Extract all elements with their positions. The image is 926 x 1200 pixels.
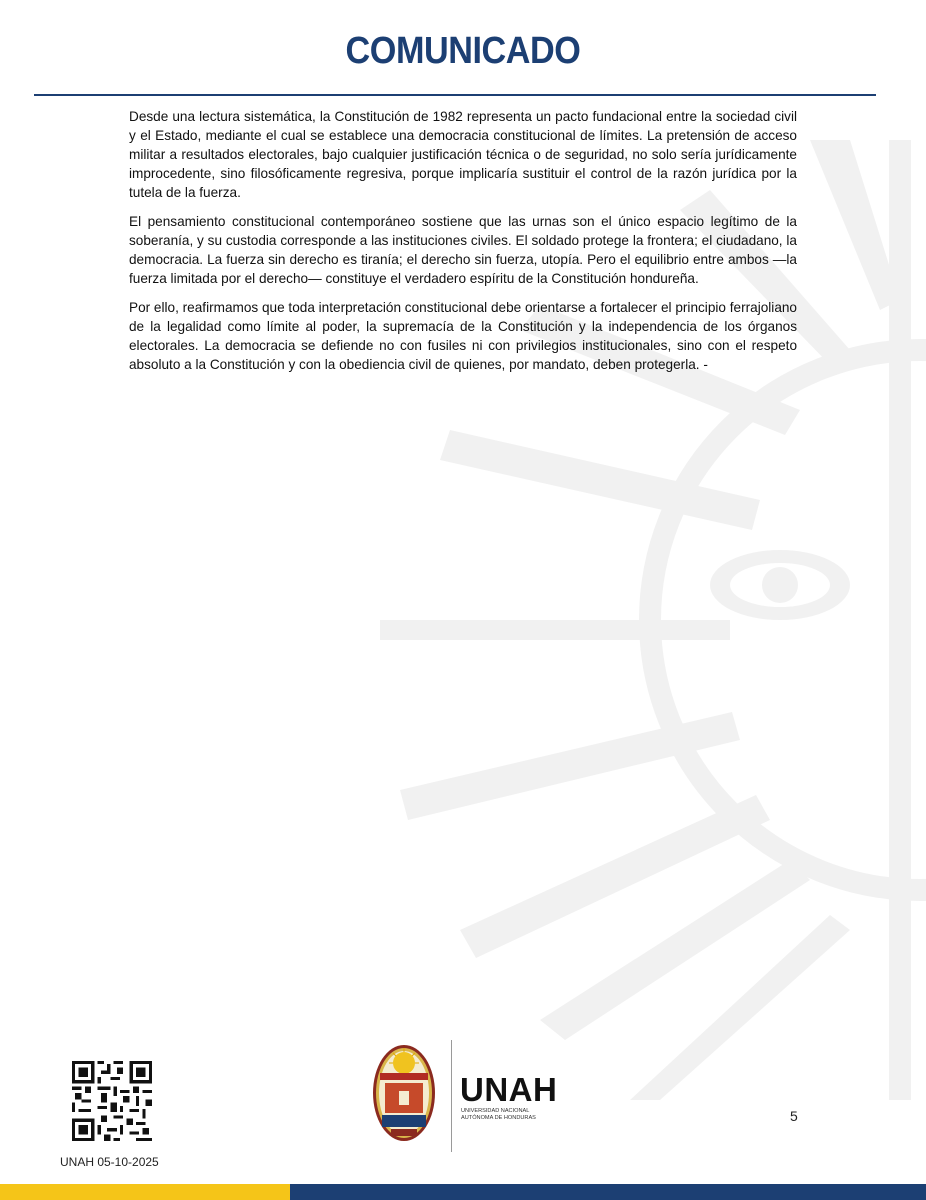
header-divider xyxy=(34,94,876,96)
paragraph-2: El pensamiento constitucional contemporáneo sostiene que las urnas son el único espacio legítimo de la soberanía, y su custodia corresponde a las instituciones civiles. El soldado protege la frontera; el ciudadano, la democracia. La fuerza sin derecho es tiranía; el derecho sin fuerza, utopía. Pero el equilibrio entre ambos —la fuerza limitada por el derecho— constituye el verdadero espíritu de la Constitución hondureña. xyxy=(129,214,797,286)
unah-subtitle-line-2: AUTÓNOMA DE HONDURAS xyxy=(461,1114,536,1121)
document-date: UNAH 05-10-2025 xyxy=(60,1155,159,1169)
paragraph-1: Desde una lectura sistemática, la Constitución de 1982 representa un pacto fundacional entre la sociedad civil y el Estado, mediante el cual se establece una democracia constitucional de límites. La pretensión de acceso militar a resultados electorales, bajo cualquier justificación técnica o de seguridad, no solo sería jurídicamente improcedente, sino filosóficamente regresiva, porque implicaría sustituir el control de la razón jurídica por la tutela de la fuerza. xyxy=(129,109,797,200)
communique-body xyxy=(129,107,797,384)
unah-logo-text: UNAH xyxy=(460,1071,558,1108)
paragraph-3: Por ello, reafirmamos que toda interpretación constitucional debe orientarse a fortalecer el principio ferrajoliano de la legalidad como límite al poder, la supremacía de la Constitución y la independencia de los órganos electorales. La democracia se defiende no con fusiles ni con privilegios institucionales, sino con el respeto absoluto a la Constitución y con la obediencia civil de quienes, por mandato, deben protegerla. - xyxy=(129,300,797,372)
page-number: 5 xyxy=(790,1108,798,1124)
unah-subtitle-line-1: UNIVERSIDAD NACIONAL xyxy=(461,1108,530,1114)
footer-divider xyxy=(451,1040,452,1152)
page-title: COMUNICADO xyxy=(345,30,581,72)
university-seal-icon xyxy=(371,1043,437,1143)
qr-code-icon[interactable] xyxy=(72,1061,152,1141)
footer-bar-yellow xyxy=(0,1184,290,1200)
unah-logo-subtitle xyxy=(461,1108,536,1121)
footer-bar-blue xyxy=(290,1184,926,1200)
